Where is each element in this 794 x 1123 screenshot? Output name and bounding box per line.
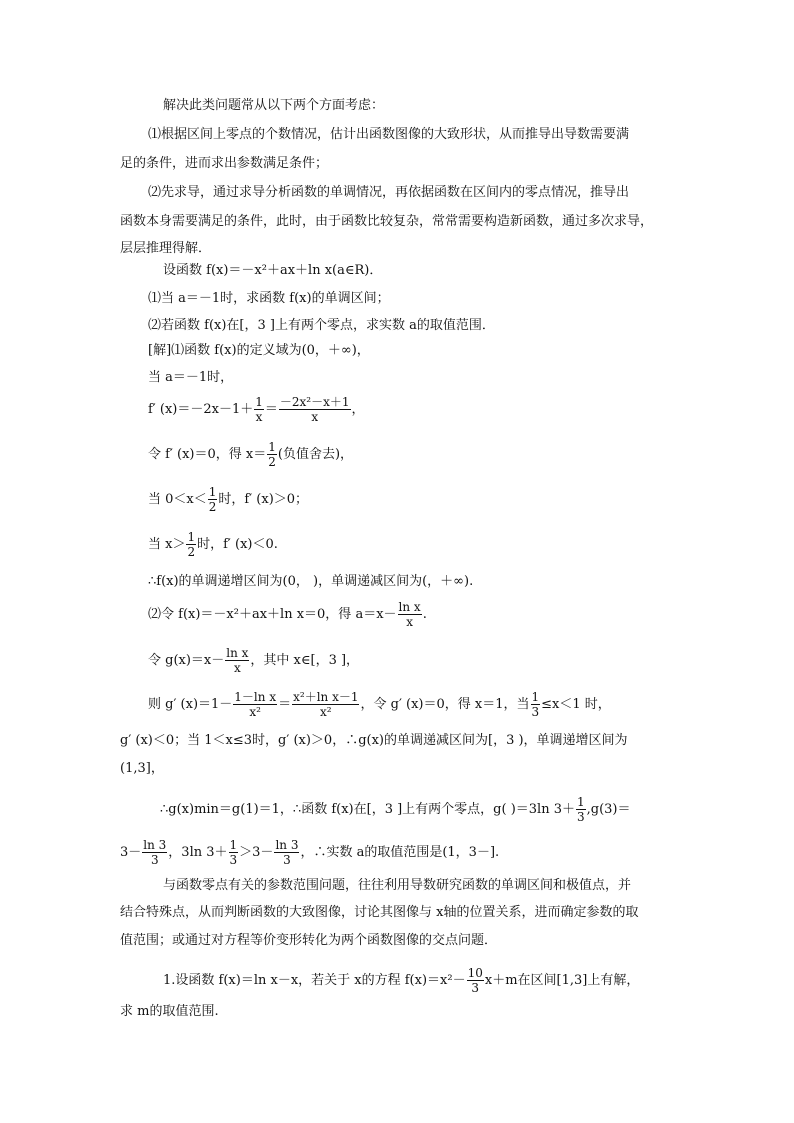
fraction: $\frac{\text{x²＋ln x－1}}{\text{x²}}$ bbox=[293, 690, 359, 719]
fraction: $\frac{1}{2}$ bbox=[208, 485, 217, 514]
fraction: $\frac{10}{3}$ bbox=[467, 966, 483, 995]
formula-line: 1.设函数 f(x)＝ln x－x，若关于 x的方程 f(x)＝x²－ $\frac{10}{3}$ x＋m在区间[1,3]上有解， bbox=[163, 966, 640, 995]
text-line: [解]⑴函数 f(x)的定义域为(0，＋∞)， bbox=[148, 343, 370, 358]
fraction: $\frac{\text{ln x}}{x}$ bbox=[398, 600, 421, 629]
fraction: $\frac{1}{2}$ bbox=[268, 440, 276, 469]
text-line: 求 m的取值范围. bbox=[120, 1004, 219, 1019]
text-line: 与函数零点有关的参数范围问题，往往利用导数研究函数的单调区间和极值点，并 bbox=[163, 878, 632, 893]
fraction: $\frac{\ln 3}{3}$ bbox=[143, 838, 167, 867]
formula-line: f′ (x)＝－2x－1＋ $\frac{1}{x}$ ＝ $\frac{\text{－2x²－x＋1}}{x}$ ， bbox=[148, 395, 365, 424]
fraction: $\frac{1}{x}$ bbox=[255, 395, 263, 424]
text-line: 设函数 f(x)＝－x²＋ax＋ln x(a∈R)． bbox=[163, 263, 383, 278]
text-line: g′ (x)＜0；当 1＜x≤3时，g′ (x)＞0，∴g(x)的单调递减区间为[，3 )，单调递增区间为 bbox=[120, 733, 628, 748]
text-line: ⑴根据区间上零点的个数情况，估计出函数图像的大致形状，从而推导出导数需要满 bbox=[148, 127, 630, 142]
fraction: $\frac{1}{3}$ bbox=[229, 838, 238, 867]
fraction: $\frac{\text{ln x}}{x}$ bbox=[226, 646, 249, 675]
formula-line: 令 g(x)＝x－ $\frac{\text{ln x}}{x}$ ，其中 x∈[，3 ]， bbox=[148, 646, 360, 675]
text-line: ⑵先求导，通过求导分析函数的单调情况，再依据函数在区间内的零点情况，推导出 bbox=[148, 185, 630, 200]
fraction: $\frac{\text{1－ln x}}{\text{x²}}$ bbox=[234, 690, 277, 719]
formula-line: ∴g(x)min＝g(1)＝1，∴函数 f(x)在[，3 ]上有两个零点，g( )＝3ln 3＋ $\frac{1}{3}$ ,g(3)＝ bbox=[160, 795, 631, 824]
formula-line: 当 x＞ $\frac{1}{2}$ 时，f′ (x)＜0. bbox=[148, 530, 278, 559]
text-line: 结合特殊点，从而判断函数的大致图像，讨论其图像与 x轴的位置关系，进而确定参数的取 bbox=[120, 905, 639, 920]
formula-line: 3－ $\frac{\ln 3}{3}$ ，3ln 3＋ $\frac{1}{3}$ ＞3－ $\frac{\ln 3}{3}$ ，∴实数 a的取值范围是(1，3－]. bbox=[120, 838, 500, 867]
fraction: $\frac{\text{－2x²－x＋1}}{x}$ bbox=[279, 395, 350, 424]
text-line: 足的条件，进而求出参数满足条件； bbox=[120, 156, 329, 171]
text-line: ⑴当 a＝－1时，求函数 f(x)的单调区间； bbox=[148, 291, 390, 306]
formula-line: 当 0＜x＜ $\frac{1}{2}$ 时，f′ (x)＞0； bbox=[148, 485, 309, 514]
text-line: 层层推理得解． bbox=[120, 241, 212, 256]
text-line: 解决此类问题常从以下两个方面考虑： bbox=[163, 98, 385, 113]
formula-line: 则 g′ (x)＝1－ $\frac{\text{1－ln x}}{\text{x²}}$ ＝ $\frac{\text{x²＋ln x－1}}{\text{x²}}$ ，令 g′ (x)＝0，得 x＝1，当 $\frac{1}{3}$ ≤x＜1 时， bbox=[148, 690, 611, 719]
text-line: 当 a＝－1时， bbox=[148, 370, 234, 385]
formula-line: ⑵令 f(x)＝－x²＋ax＋ln x＝0，得 a＝x－ $\frac{\text{ln x}}{x}$ . bbox=[148, 600, 427, 629]
fraction: $\frac{\ln 3}{3}$ bbox=[275, 838, 299, 867]
text-line: 值范围；或通过对方程等价变形转化为两个函数图像的交点问题． bbox=[120, 933, 498, 948]
fraction: $\frac{1}{2}$ bbox=[187, 530, 196, 559]
text-line: ∴f(x)的单调递增区间为(0， )，单调递减区间为(，＋∞). bbox=[148, 574, 474, 589]
text-line: 函数本身需要满足的条件，此时，由于函数比较复杂，常常需要构造新函数，通过多次求导， bbox=[120, 214, 654, 229]
formula-line: 令 f′ (x)＝0，得 x＝ $\frac{1}{2}$ (负值舍去)， bbox=[148, 440, 354, 469]
text-line: ⑵若函数 f(x)在[，3 ]上有两个零点，求实数 a的取值范围． bbox=[148, 318, 495, 333]
text-line: (1,3]， bbox=[120, 761, 164, 776]
fraction: $\frac{1}{3}$ bbox=[576, 795, 585, 824]
fraction: $\frac{1}{3}$ bbox=[531, 690, 540, 719]
